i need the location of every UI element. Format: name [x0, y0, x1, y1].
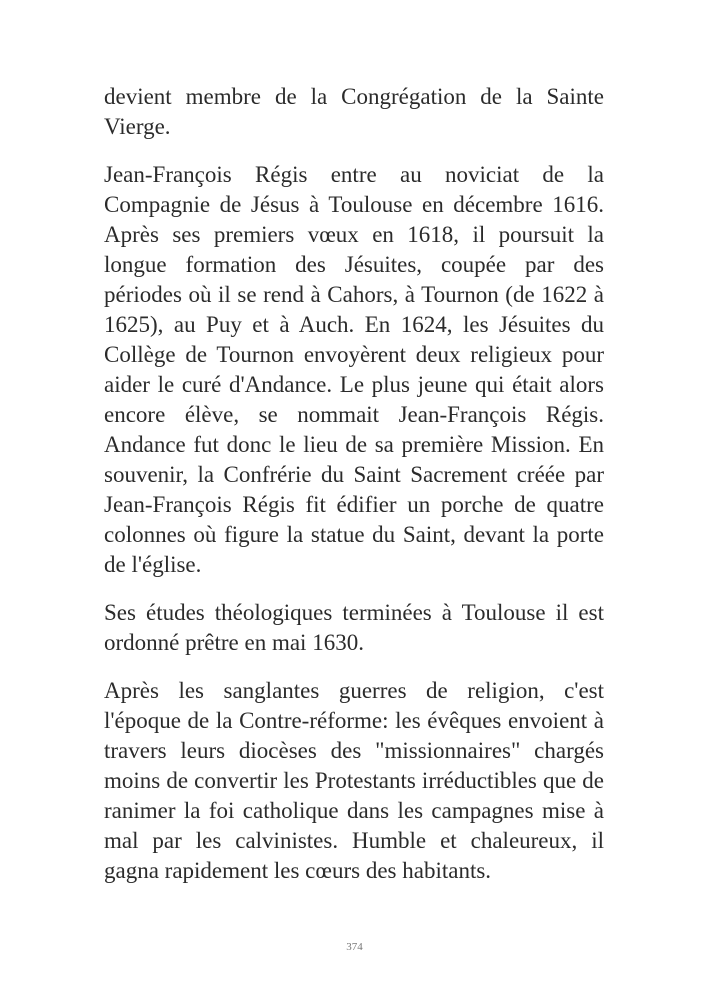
paragraph-continuation: devient membre de la Congrégation de la Sainte Vierge. — [104, 84, 604, 139]
paragraph-counter-reformation: Après les sanglantes guerres de religion, c'est l'époque de la Contre-réforme: les évêques envoient à travers leurs diocèses des "missionnaires" chargés moins de convertir les Protestants irréductibles que de ranimer la foi catholique dans les campagnes mise à mal par les calvinistes. Humble et chaleureux, il gagna rapidement les cœurs des habitants. — [104, 678, 604, 883]
paragraph-noviciate: Jean-François Régis entre au noviciat de la Compagnie de Jésus à Toulouse en décembre 1616. Après ses premiers vœux en 1618, il poursuit la longue formation des Jésuites, coupée par des périodes où il se rend à Cahors, à Tournon (de 1622 à 1625), au Puy et à Auch. En 1624, les Jésuites du Collège de Tournon envoyèrent deux religieux pour aider le curé d'Andance. Le plus jeune qui était alors encore élève, se nommait Jean-François Régis. Andance fut donc le lieu de sa première Mission. En souvenir, la Confrérie du Saint Sacrement créée par Jean-François Régis fit édifier un porche de quatre colonnes où figure la statue du Saint, devant la porte de l'église. — [104, 162, 604, 577]
paragraph-ordination: Ses études théologiques terminées à Toulouse il est ordonné prêtre en mai 1630. — [104, 600, 604, 655]
page-number: 374 — [346, 941, 363, 953]
page-body — [104, 82, 604, 904]
